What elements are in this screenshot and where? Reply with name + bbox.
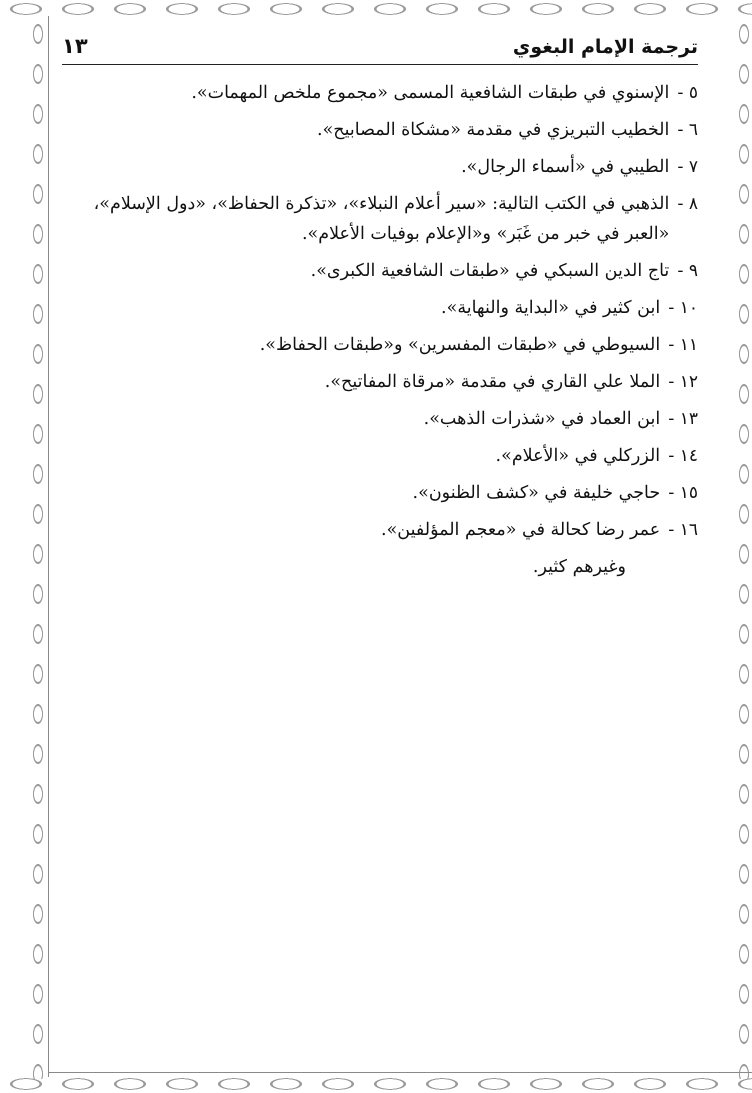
list-item-text: حاجي خليفة في «كشف الظنون». bbox=[412, 483, 661, 503]
list-item-number: ٩ - bbox=[677, 261, 698, 281]
running-header bbox=[62, 28, 698, 65]
list-item-number: ٧ - bbox=[677, 157, 698, 177]
list-item bbox=[62, 115, 698, 145]
page-number: ١٣ bbox=[62, 34, 88, 58]
ornamental-border-left bbox=[30, 14, 46, 1079]
sources-list bbox=[62, 78, 698, 582]
list-item bbox=[62, 404, 698, 434]
list-item-text: الزركلي في «الأعلام». bbox=[495, 446, 661, 466]
list-item bbox=[62, 256, 698, 286]
list-item bbox=[62, 293, 698, 323]
list-item-text: الذهبي في الكتب التالية: «سير أعلام النبلاء»، «تذكرة الحفاظ»، «دول الإسلام»، «العبر في خبر من غَبَر» و«الإعلام بوفيات الأعلام». bbox=[93, 194, 670, 244]
list-item bbox=[62, 189, 698, 249]
list-item bbox=[62, 152, 698, 182]
ornamental-border-top bbox=[0, 0, 752, 18]
list-item-text: ابن العماد في «شذرات الذهب». bbox=[423, 409, 661, 429]
list-item-text: السيوطي في «طبقات المفسرين» و«طبقات الحفاظ». bbox=[259, 335, 661, 355]
list-item-text: ابن كثير في «البداية والنهاية». bbox=[441, 298, 661, 318]
border-rule-left bbox=[48, 16, 49, 1077]
list-item-number: ١٣ - bbox=[668, 409, 698, 429]
list-item-number: ٥ - bbox=[677, 83, 698, 103]
ornamental-border-bottom bbox=[0, 1075, 752, 1093]
list-item-text: عمر رضا كحالة في «معجم المؤلفين». bbox=[381, 520, 661, 540]
list-item-text: الخطيب التبريزي في مقدمة «مشكاة المصابيح». bbox=[317, 120, 670, 140]
header-title: ترجمة الإمام البغوي bbox=[512, 36, 698, 58]
list-item-number: ١٤ - bbox=[668, 446, 698, 466]
list-item bbox=[62, 367, 698, 397]
list-item-text: تاج الدين السبكي في «طبقات الشافعية الكبرى». bbox=[310, 261, 670, 281]
book-page bbox=[62, 28, 698, 577]
closing-line: وغيرهم كثير. bbox=[532, 557, 626, 577]
list-item bbox=[62, 515, 698, 545]
list-item bbox=[62, 78, 698, 108]
list-item-number: ١٠ - bbox=[668, 298, 698, 318]
list-item-number: ١٥ - bbox=[668, 483, 698, 503]
border-rule-bottom bbox=[48, 1072, 752, 1073]
list-item-number: ١١ - bbox=[668, 335, 698, 355]
list-item-text: الملا علي القاري في مقدمة «مرقاة المفاتيح». bbox=[324, 372, 661, 392]
list-item-number: ١٢ - bbox=[668, 372, 698, 392]
list-item-number: ١٦ - bbox=[668, 520, 698, 540]
list-item-number: ٨ - bbox=[677, 194, 698, 214]
list-item bbox=[62, 441, 698, 471]
list-item-text: الإسنوي في طبقات الشافعية المسمى «مجموع ملخص المهمات». bbox=[191, 83, 670, 103]
list-item bbox=[62, 330, 698, 360]
list-item-number: ٦ - bbox=[677, 120, 698, 140]
ornamental-border-right bbox=[736, 14, 752, 1079]
list-item-text: الطيبي في «أسماء الرجال». bbox=[461, 157, 670, 177]
list-item bbox=[62, 478, 698, 508]
